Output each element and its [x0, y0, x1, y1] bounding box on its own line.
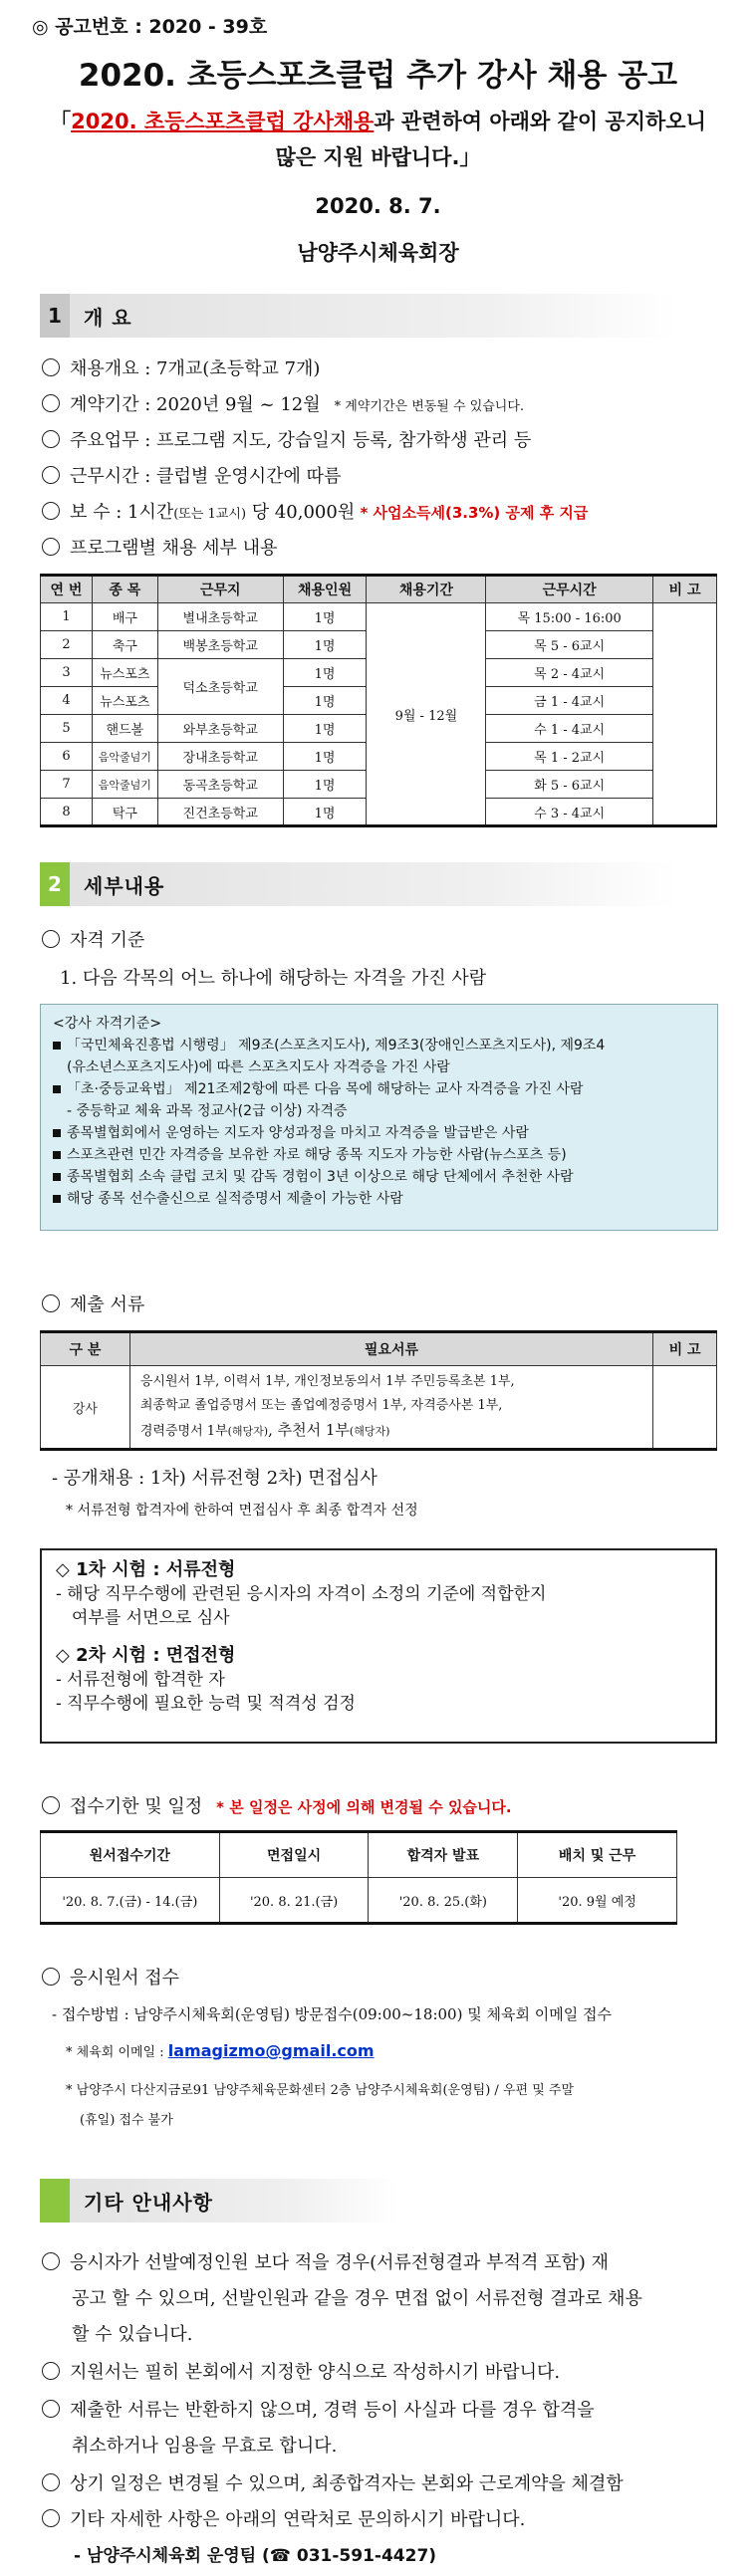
overview-item-1: 채용개요 : 7개교(초등학교 7개) [42, 354, 320, 380]
overview-item-6: 프로그램별 채용 세부 내용 [42, 534, 277, 560]
col-header-sport: 종 목 [92, 576, 157, 603]
table-row: 4 뉴스포츠 1명 금 1 - 4교시 [41, 687, 717, 715]
table-row: '20. 8. 7.(금) - 14.(금) '20. 8. 21.(금) '20. 8. 25.(화) '20. 9월 예정 [41, 1878, 677, 1924]
circle-bullet-icon [42, 2252, 60, 2270]
period-cell: 9월 - 12월 [367, 603, 486, 826]
col-header-interview: 면접일시 [219, 1832, 369, 1878]
notice-item-1-cont: 공고 할 수 있으며, 선발인원과 같을 경우 면접 없이 서류전형 결과로 채용 [72, 2288, 642, 2309]
col-header-period: 채용기간 [367, 576, 486, 603]
schedule-heading: 접수기한 및 일정 * 본 일정은 사정에 의해 변경될 수 있습니다. [42, 1792, 512, 1818]
section-2-title: 세부내용 [84, 873, 165, 898]
col-header-remarks: 비 고 [653, 576, 717, 603]
section-3-marker [40, 2179, 70, 2223]
col-header-remarks: 비 고 [653, 1332, 717, 1366]
email-link[interactable]: lamagizmo@gmail.com [167, 2041, 375, 2060]
col-header-count: 채용인원 [283, 576, 367, 603]
overview-item-5: 보 수 : 1시간(또는 1교시) 당 40,000원 * 사업소득세(3.3%) 공제 후 지급 [42, 498, 588, 524]
exam-box: ◇ 1차 시험 : 서류전형 - 해당 직무수행에 관련된 응시자의 자격이 소정의 기준에 적합한지 여부를 서면으로 심사 ◇ 2차 시험 : 면접전형 - 서류전형에 합격한 자 - 직무수행에 필요한 능력 및 적격성 검정 [40, 1548, 717, 1744]
exam-round-2-title: ◇ 2차 시험 : 면접전형 [56, 1645, 236, 1666]
email-line: * 체육회 이메일 : lamagizmo@gmail.com [66, 2041, 375, 2060]
section-2-number: 2 [40, 862, 70, 906]
notice-item-1-cont2: 할 수 있습니다. [72, 2324, 193, 2345]
circle-bullet-icon [42, 466, 60, 484]
table-row: 강사 응시원서 1부, 이력서 1부, 개인정보동의서 1부 주민등록초본 1부, 최종학교 졸업증명서 또는 졸업예정증명서 1부, 자격증사본 1부, 경력증명서 1부(해당자), 추천서 1부(해당자) [41, 1366, 717, 1450]
qualification-sub: 1. 다음 각목의 어느 하나에 해당하는 자격을 가진 사람 [60, 968, 487, 989]
col-header-application: 원서접수기간 [41, 1832, 220, 1878]
circle-bullet-icon [42, 394, 60, 412]
col-header-no: 연 번 [41, 576, 93, 603]
process-note: * 서류전형 합격자에 한하여 면접심사 후 최종 합격자 선정 [66, 1503, 418, 1519]
intro-highlight: 2020. 초등스포츠클럽 강사채용 [71, 110, 375, 133]
program-table-header [41, 576, 717, 603]
address-line-2: (휴일) 접수 불가 [80, 2113, 173, 2128]
contact-line: - 남양주시체육회 운영팀 (☎ 031-591-4427) [74, 2546, 437, 2566]
documents-heading: 제출 서류 [42, 1290, 144, 1316]
circle-bullet-icon [42, 2362, 60, 2380]
table-row: 2 축구 백봉초등학교 1명 목 5 - 6교시 [41, 631, 717, 659]
table-row: 3 뉴스포츠 덕소초등학교 1명 목 2 - 4교시 [41, 659, 717, 687]
table-row: 5 핸드볼 와부초등학교 1명 수 1 - 4교시 [41, 715, 717, 743]
notice-item-1: 응시자가 선발예정인원 보다 적을 경우(서류전형결과 부적격 포함) 재 [42, 2248, 609, 2274]
table-row: 6 음악줄넘기 장내초등학교 1명 목 1 - 2교시 [41, 743, 717, 771]
qualification-heading: 자격 기준 [42, 926, 144, 952]
circle-bullet-icon [42, 2473, 60, 2491]
intro-open-bracket: 「 [50, 110, 72, 133]
circle-bullet-icon [42, 430, 60, 448]
table-row: 8 탁구 진건초등학교 1명 수 3 - 4교시 [41, 799, 717, 826]
documents-list: 응시원서 1부, 이력서 1부, 개인정보동의서 1부 주민등록초본 1부, 최종학교 졸업증명서 또는 졸업예정증명서 1부, 자격증사본 1부, 경력증명서 1부(해당자), 추천서 1부(해당자) [129, 1366, 652, 1450]
section-3-title: 기타 안내사항 [84, 2190, 213, 2215]
circle-bullet-icon [42, 358, 60, 376]
exam-round-1-title: ◇ 1차 시험 : 서류전형 [56, 1559, 236, 1580]
intro-rest: 과 관련하여 아래와 같이 공지하오니 [374, 110, 706, 133]
overview-item-4: 근무시간 : 클럽별 운영시간에 따름 [42, 462, 341, 488]
section-3-header [40, 2179, 398, 2223]
section-1-number: 1 [40, 294, 70, 338]
circle-bullet-icon [42, 1796, 60, 1814]
col-header-type: 구 분 [41, 1332, 130, 1366]
circle-bullet-icon [42, 2509, 60, 2527]
intro-line-1 [0, 106, 756, 135]
circle-bullet-icon [42, 930, 60, 948]
section-1-title: 개 요 [84, 305, 132, 330]
col-header-documents: 필요서류 [129, 1332, 652, 1366]
circle-bullet-icon [42, 2400, 60, 2418]
col-header-school: 근무지 [157, 576, 283, 603]
notice-number: ◎ 공고번호 : 2020 - 39호 [32, 16, 268, 38]
table-row: 1 배구 별내초등학교 1명 9월 - 12월 목 15:00 - 16:00 [41, 603, 717, 631]
notice-item-3-cont: 취소하거나 임용을 무효로 합니다. [72, 2436, 338, 2457]
organization-name: 남양주시체육회장 [297, 241, 459, 265]
section-1-header [40, 294, 677, 338]
notice-item-4: 상기 일정은 변경될 수 있으며, 최종합격자는 본회와 근로계약을 체결함 [42, 2469, 624, 2495]
col-header-placement: 배치 및 근무 [518, 1832, 677, 1878]
schedule-table [40, 1830, 677, 1925]
overview-item-3: 주요업무 : 프로그램 지도, 강습일지 등록, 참가학생 관리 등 [42, 426, 531, 452]
apply-heading: 응시원서 접수 [42, 1964, 179, 1990]
col-header-result: 합격자 발표 [369, 1832, 518, 1878]
announce-date: 2020. 8. 7. [315, 194, 441, 218]
process-line: - 공개채용 : 1차) 서류전형 2차) 면접심사 [52, 1468, 378, 1489]
page-title: 2020. 초등스포츠클럽 추가 강사 채용 공고 [78, 58, 678, 94]
notice-item-3: 제출한 서류는 반환하지 않으며, 경력 등이 사실과 다를 경우 합격을 [42, 2396, 595, 2422]
notice-item-5: 기타 자세한 사항은 아래의 연락처로 문의하시기 바랍니다. [42, 2505, 525, 2531]
circle-bullet-icon [42, 538, 60, 556]
circle-bullet-icon [42, 1968, 60, 1986]
overview-item-2: 계약기간 : 2020년 9월 ~ 12월 * 계약기간은 변동될 수 있습니다. [42, 390, 524, 416]
remarks-cell [653, 603, 717, 826]
col-header-time: 근무시간 [486, 576, 653, 603]
notice-item-2: 지원서는 필히 본회에서 지정한 양식으로 작성하시기 바랍니다. [42, 2358, 560, 2384]
schedule-warning: * 본 일정은 사정에 의해 변경될 수 있습니다. [216, 1798, 512, 1816]
circle-bullet-icon [42, 1294, 60, 1312]
documents-table [40, 1330, 717, 1451]
address-line-1: * 남양주시 다산지금로91 남양주체육문화센터 2층 남양주시체육회(운영팀) / 우편 및 주말 [66, 2083, 574, 2098]
intro-line-2: 많은 지원 바랍니다.」 [275, 145, 481, 169]
qualification-box: <강사 자격기준> 「국민체육진흥법 시행령」 제9조(스포츠지도사), 제9조3(장애인스포츠지도사), 제9조4 (유소년스포츠지도사)에 따른 스포츠지도사 자격증을 가진 사람 「초·중등교육법」 제21조제2항에 따른 다음 목에 해당하는 교사 자격증을 가진 사람 - 중등학교 체육 과목 정교사(2급 이상) 자격증 종목별협회에서 운영하는 지도자 양성과정을 마치고 자격증을 발급받은 사람 스포츠관련 민간 자격증을 보유한 자로 해당 종목 지도자 가능한 사람(뉴스포츠 등) 종목별협회 소속 클럽 코치 및 감독 경험이 3년 이상으로 해당 단체에서 추천한 사람 해당 종목 선수출신으로 실적증명서 제출이 가능한 사람 [40, 1004, 718, 1231]
table-row: 7 음악줄넘기 동곡초등학교 1명 화 5 - 6교시 [41, 771, 717, 799]
apply-method: - 접수방법 : 남양주시체육회(운영팀) 방문접수(09:00~18:00) 및 체육회 이메일 접수 [52, 2005, 612, 2023]
section-2-header [40, 862, 677, 906]
program-table [40, 574, 717, 827]
circle-bullet-icon [42, 502, 60, 520]
